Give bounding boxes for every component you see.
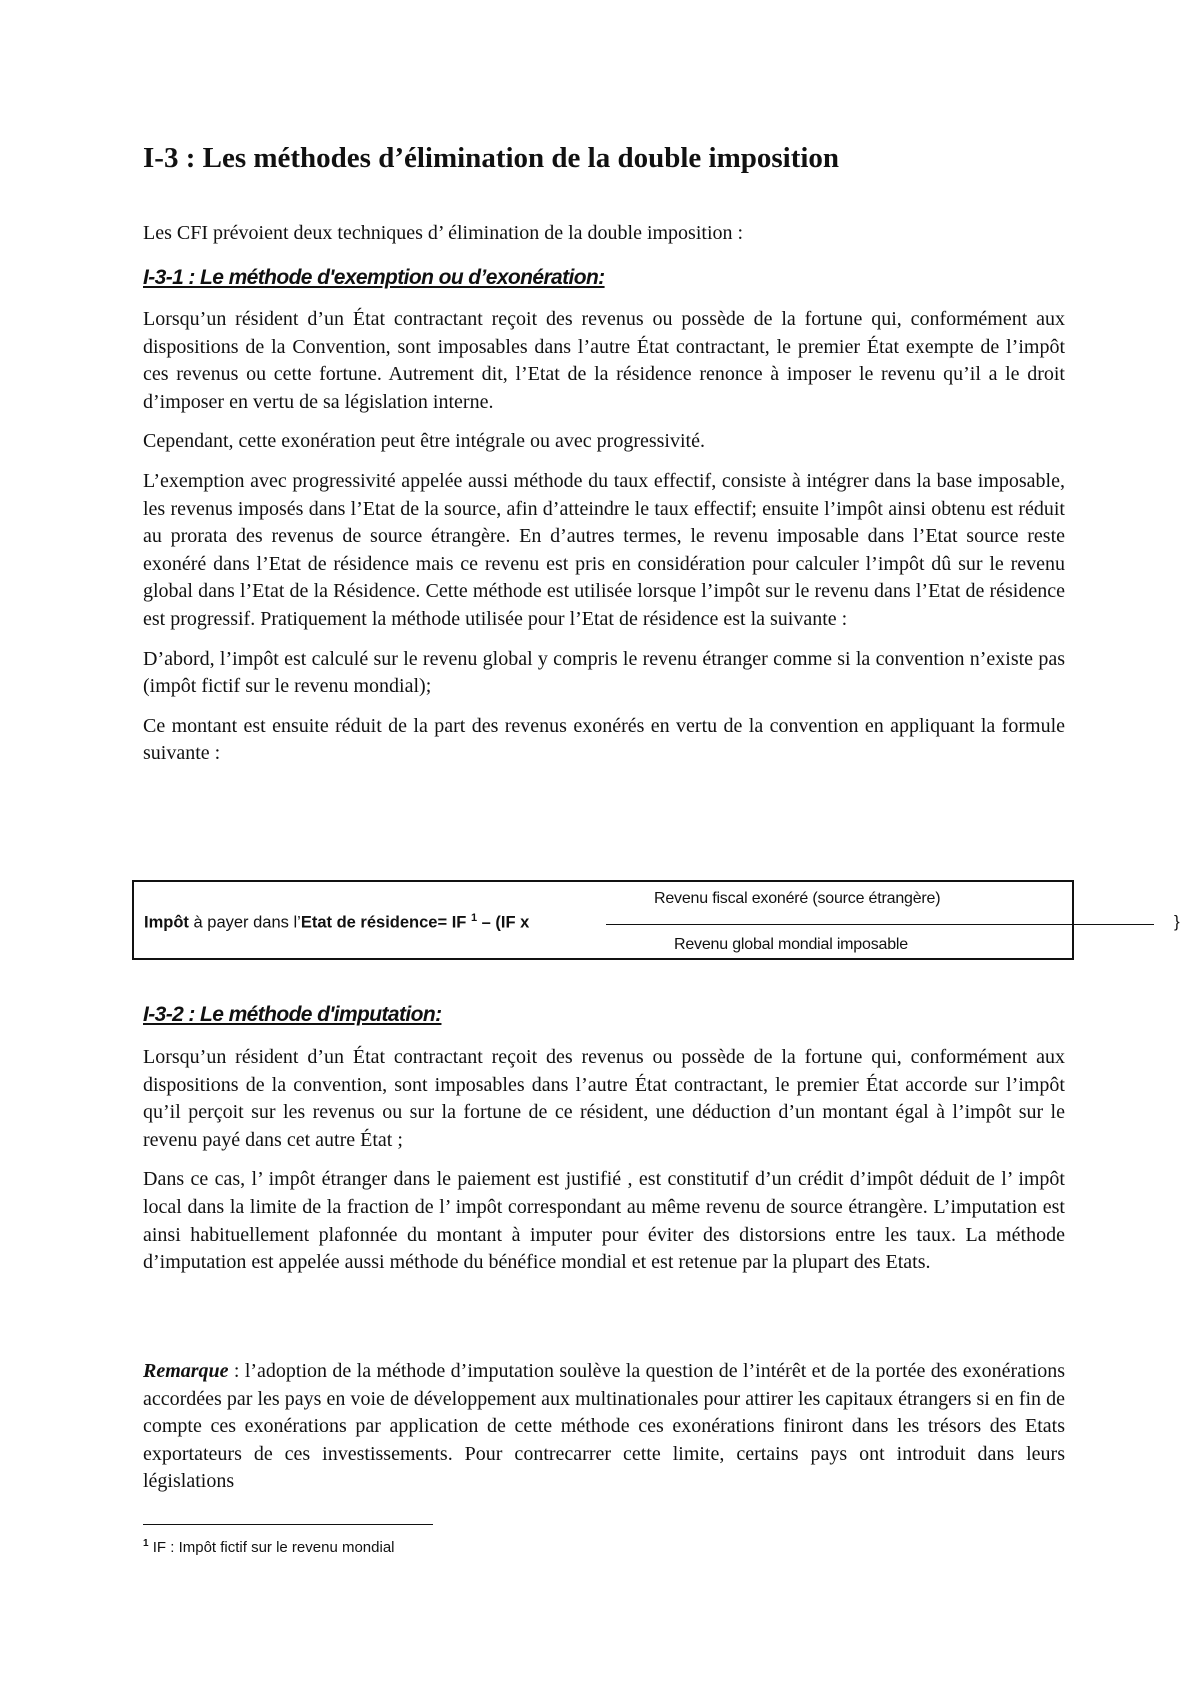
formula-impot: Impôt <box>144 913 189 932</box>
section-exemption-body <box>143 306 1065 780</box>
remark-label: Remarque <box>143 1360 229 1382</box>
footnote-separator <box>143 1524 433 1525</box>
paragraph: D’abord, l’impôt est calculé sur le revenu global y compris le revenu étranger comme si la convention n’existe pas (impôt fictif sur le revenu mondial); <box>143 647 1065 698</box>
formula-closing-brace: } <box>1174 912 1180 931</box>
paragraph: Lorsqu’un résident d’un État contractant reçoit des revenus ou possède de la fortune qui, conformément aux dispositions de la convention, sont imposables dans l’autre État contractant, le premier État accorde sur l’impôt qu’il perçoit sur les revenus ou sur la fortune de ce résident, une déduction d’un montant égal à l’impôt sur le revenu payé dans cet autre État ; <box>143 1046 1065 1151</box>
formula-text: à payer dans l’ <box>188 913 301 932</box>
footnote-mark: 1 <box>143 1538 149 1549</box>
formula-text-suffix: de résidence= IF <box>332 913 467 932</box>
formula-numerator: Revenu fiscal exonéré (source étrangère) <box>654 890 941 907</box>
formula-left-side <box>144 912 529 933</box>
paragraph: L’exemption avec progressivité appelée aussi méthode du taux effectif, consiste à intégrer dans la base imposable, les revenus imposés dans l’Etat de la source, afin d’atteindre le taux effectif; ensuite l’impôt ainsi obtenu est réduit au prorata des revenus de source étrangère. En d’autres termes, le revenu imposable dans l’Etat source reste exonéré dans l’Etat de résidence mais ce revenu est pris en considération pour calculer l’impôt dû sur le revenu global dans l’Etat de la Résidence. Cette méthode est utilisée lorsque l’impôt sur le revenu dans l’Etat de résidence est progressif. Pratiquement la méthode utilisée pour l’Etat de résidence est la suivante : <box>143 469 1065 630</box>
paragraph: Dans ce cas, l’ impôt étranger dans le paiement est justifié , est constitutif d’un crédit d’impôt déduit de l’ impôt local dans la limite de la fraction de l’ impôt correspondant au même revenu de source étrangère. L’imputation est ainsi habituellement plafonnée du montant à imputer pour éviter des distorsions entre les taux. La méthode d’imputation est appelée aussi méthode du bénéfice mondial et est retenue par la plupart des Etats. <box>143 1168 1065 1274</box>
paragraph: Lorsqu’un résident d’un État contractant reçoit des revenus ou possède de la fortune qui, conformément aux dispositions de la Convention, sont imposables dans l’autre État contractant, le premier État exempte de l’impôt ces revenus ou cette fortune. Autrement dit, l’Etat de la résidence renonce à imposer le revenu qu’il a le droit d’imposer en vertu de sa législation interne. <box>143 308 1065 413</box>
section-heading-imputation: I-3-2 : Le méthode d'imputation: <box>143 1003 442 1026</box>
section-imputation-body <box>143 1044 1065 1289</box>
paragraph: Ce montant est ensuite réduit de la part des revenus exonérés en vertu de la convention en appliquant la formule suivante : <box>143 714 1065 765</box>
intro-text: Les CFI prévoient deux techniques d’ élimination de la double imposition : <box>143 222 744 244</box>
section-heading-exemption: I-3-1 : Le méthode d'exemption ou d’exonération: <box>143 266 605 289</box>
paragraph: Cependant, cette exonération peut être intégrale ou avec progressivité. <box>143 430 705 453</box>
footnote-text: IF : Impôt fictif sur le revenu mondial <box>148 1539 395 1556</box>
footnote-reference: 1 <box>470 912 478 924</box>
remark-text: : l’adoption de la méthode d’imputation soulève la question de l’intérêt et de la portée des exonérations accordées par les pays en voie de développement aux multinationales pour attirer les capitaux étrangers si en fin de compte ces exonérations par application de cette méthode ces exonérations finiront dans les trésors des Etats exportateurs de ces investissements. Pour contrecarrer cette limite, certains pays ont introduit dans leurs législations <box>143 1360 1065 1493</box>
footnote <box>143 1538 395 1556</box>
formula-operator: – (IF x <box>477 913 530 932</box>
formula-denominator: Revenu global mondial imposable <box>674 936 908 953</box>
formula-etat: Etat <box>300 913 332 932</box>
fraction-line <box>606 924 1154 925</box>
remark-paragraph <box>143 1358 1065 1496</box>
remark-block <box>143 1358 1065 1508</box>
page-title: I-3 : Les méthodes d’élimination de la double imposition <box>143 142 840 174</box>
formula-box <box>132 880 1180 960</box>
